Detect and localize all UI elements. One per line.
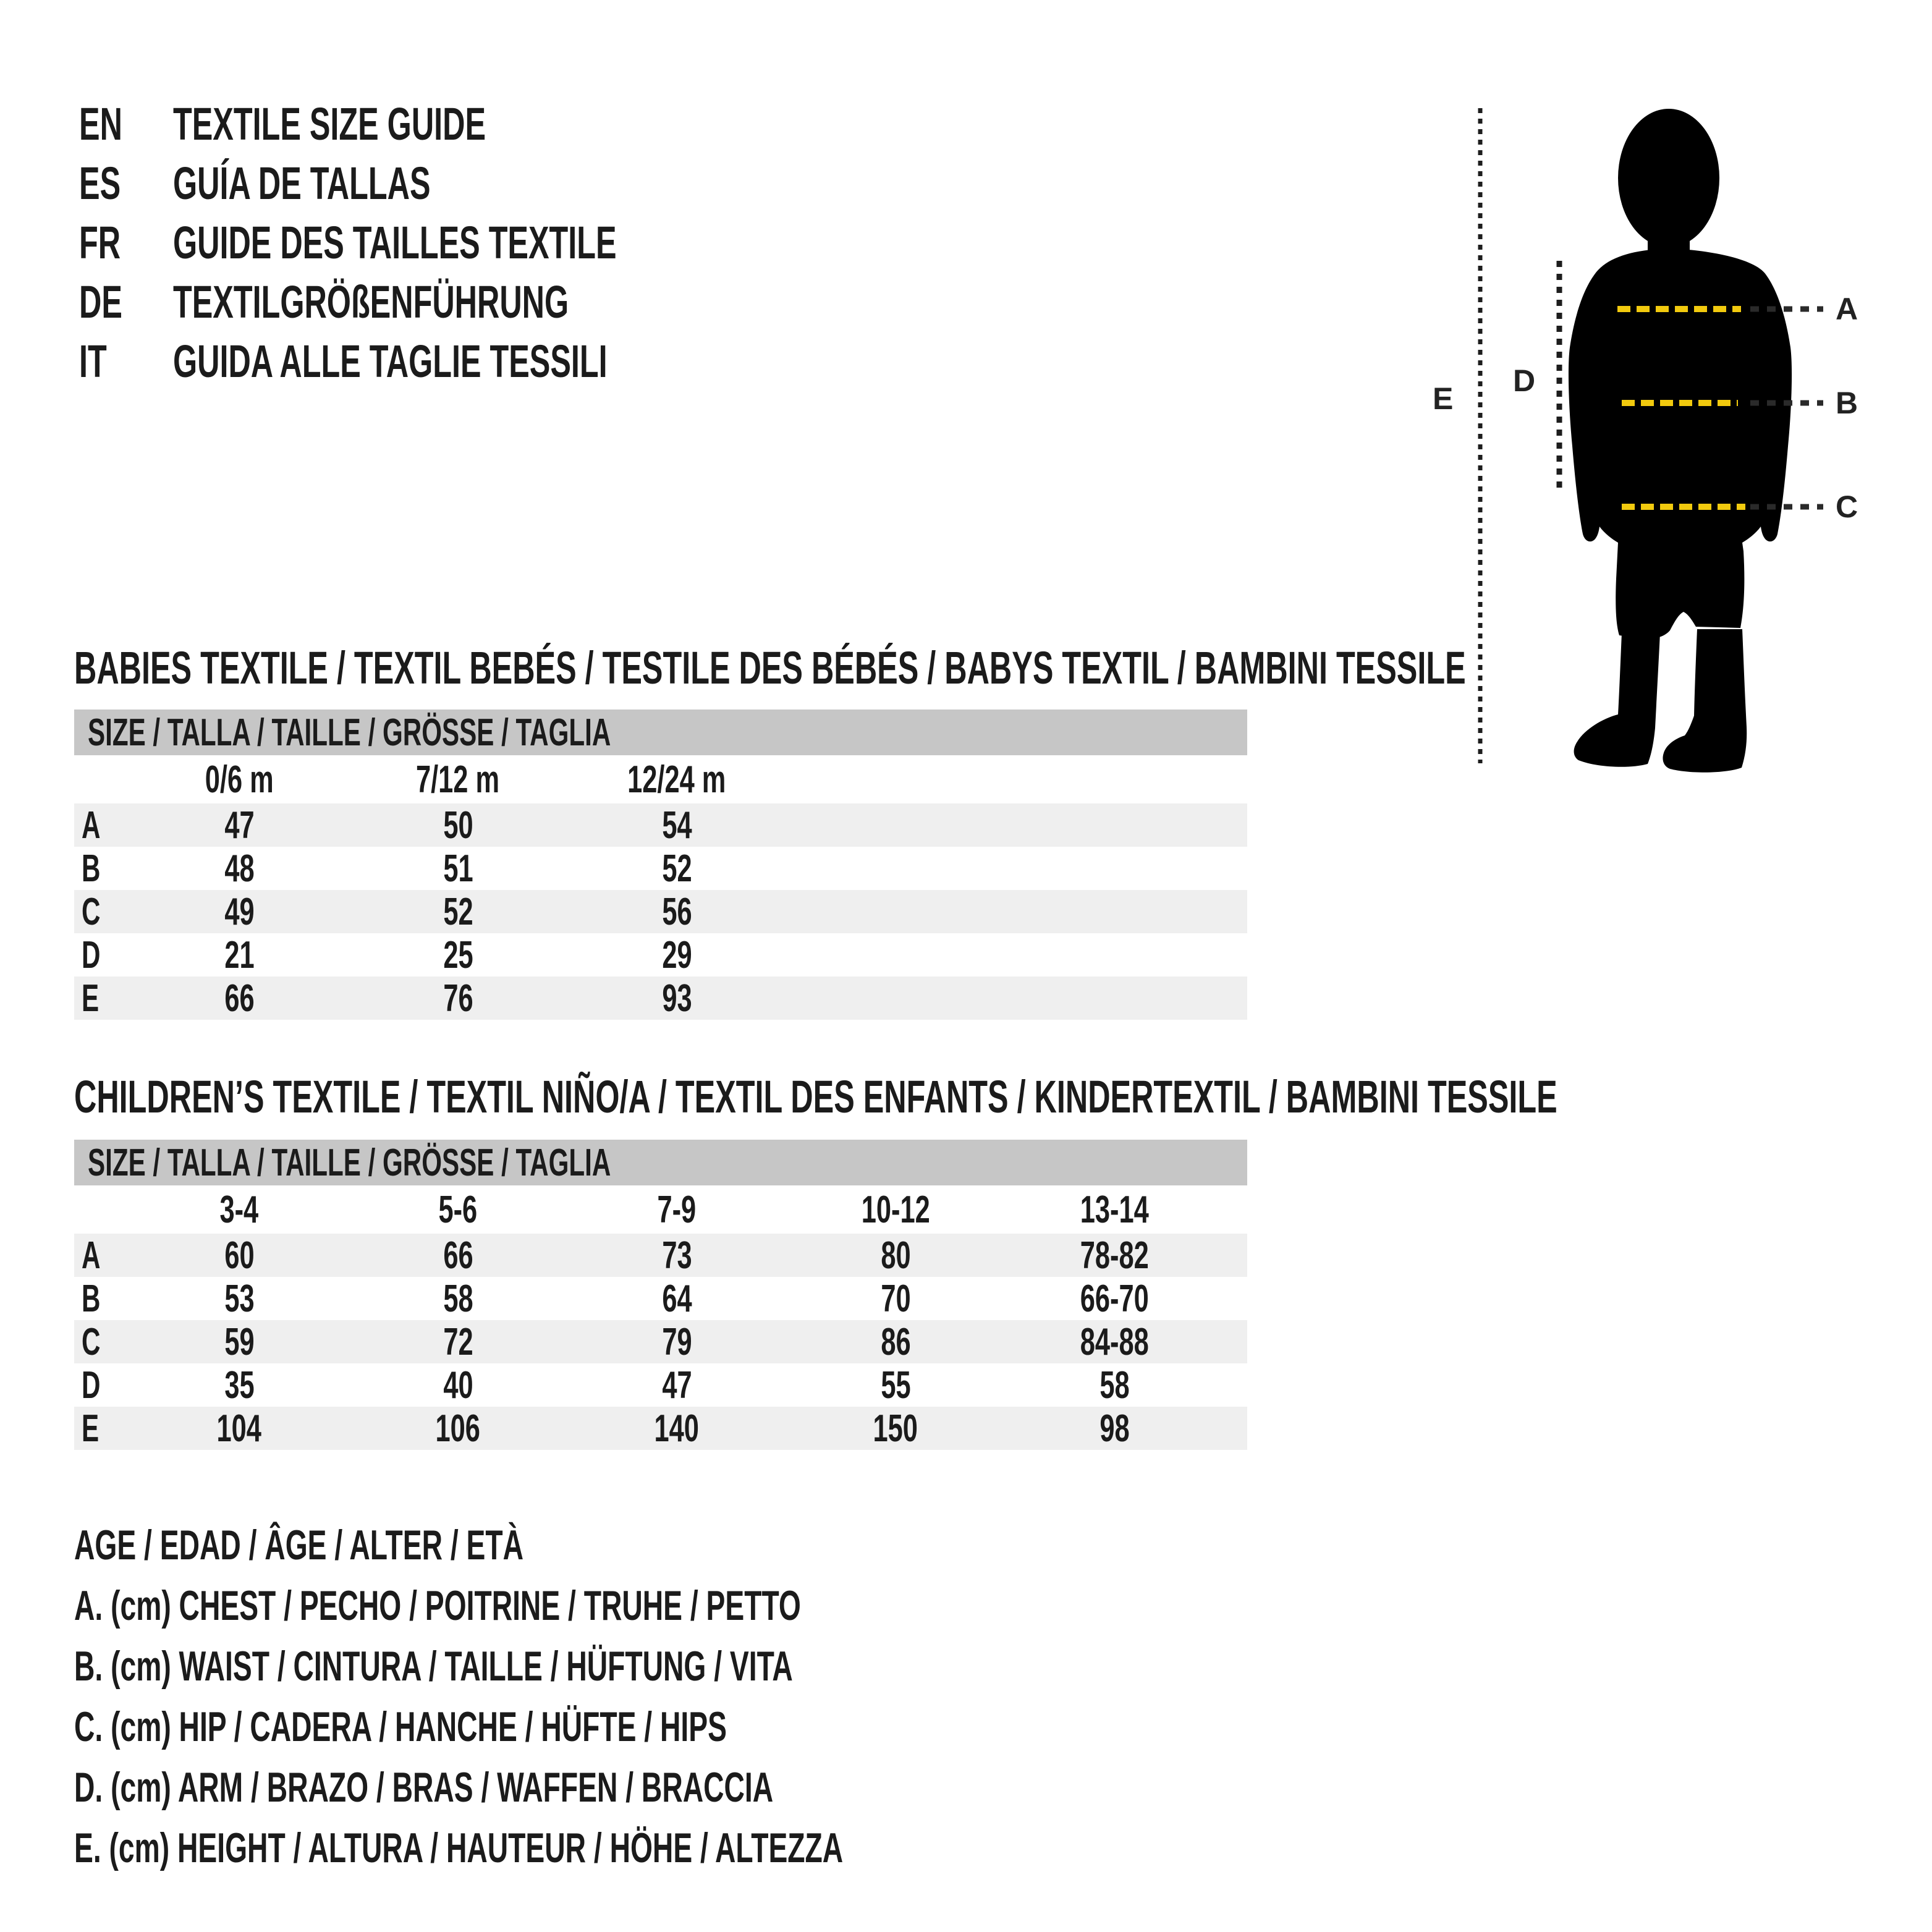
table-row [74, 1363, 1247, 1407]
legend-line: AGE / EDAD / ÂGE / ALTER / ETÀ [74, 1522, 524, 1569]
legend-line: C. (cm) HIP / CADERA / HANCHE / HÜFTE / HIPS [74, 1703, 727, 1750]
row-label: E [82, 1407, 100, 1450]
size-value-cell: 150 [873, 1407, 918, 1450]
children-table-rows [74, 1234, 1247, 1450]
row-label: B [82, 1277, 101, 1320]
language-row [79, 153, 825, 213]
language-code: FR [79, 216, 121, 268]
size-value-cell: 47 [661, 1363, 692, 1407]
language-title: TEXTILGRÖßENFÜHRUNG [173, 276, 569, 328]
size-value-cell: 51 [443, 847, 473, 890]
size-value-cell: 78-82 [1080, 1234, 1149, 1277]
row-label: A [82, 803, 101, 847]
size-value-cell: 47 [224, 803, 255, 847]
children-table-column-headers [74, 1185, 1247, 1234]
language-row [79, 213, 825, 272]
size-value-cell: 106 [435, 1407, 481, 1450]
table-row [74, 933, 1247, 977]
size-value-cell: 29 [661, 933, 692, 977]
size-value-cell: 52 [661, 847, 692, 890]
size-value-cell: 86 [880, 1320, 911, 1363]
language-title: GUIDE DES TAILLES TEXTILE [173, 216, 617, 268]
size-value-cell: 50 [443, 803, 473, 847]
table-row [74, 890, 1247, 933]
column-header: 5-6 [438, 1188, 478, 1231]
size-value-cell: 93 [661, 977, 692, 1020]
size-value-cell: 58 [443, 1277, 473, 1320]
silhouette-head [1618, 109, 1719, 247]
language-code: ES [79, 157, 121, 209]
column-header: 13-14 [1080, 1188, 1149, 1231]
measurement-figure [1421, 62, 1932, 834]
column-header: 3-4 [219, 1188, 259, 1231]
size-value-cell: 48 [224, 847, 255, 890]
measurement-legend [74, 1515, 1205, 1878]
size-value-cell: 56 [661, 890, 692, 933]
language-row [79, 331, 825, 391]
table-row [74, 847, 1247, 890]
size-value-cell: 35 [224, 1363, 255, 1407]
measure-label-c: C [1836, 489, 1858, 524]
table-row [74, 1277, 1247, 1320]
language-title: TEXTILE SIZE GUIDE [173, 98, 486, 150]
babies-section-heading: BABIES TEXTILE / TEXTIL BEBÉS / TESTILE DES BÉBÉS / BABYS TEXTIL / BAMBINI TESSILE [74, 642, 1466, 693]
size-value-cell: 140 [654, 1407, 700, 1450]
language-title: GUIDA ALLE TAGLIE TESSILI [173, 335, 608, 387]
table-row [74, 1320, 1247, 1363]
size-value-cell: 70 [880, 1277, 911, 1320]
legend-line: A. (cm) CHEST / PECHO / POITRINE / TRUHE / PETTO [74, 1582, 801, 1629]
size-value-cell: 59 [224, 1320, 255, 1363]
size-value-cell: 52 [443, 890, 473, 933]
size-value-cell: 21 [224, 933, 255, 977]
row-label: C [82, 1320, 101, 1363]
size-header-label: SIZE / TALLA / TAILLE / GRÖSSE / TAGLIA [88, 1141, 611, 1184]
size-value-cell: 73 [661, 1234, 692, 1277]
babies-table-size-header-bar [74, 710, 1247, 755]
measure-label-a: A [1836, 292, 1858, 326]
measure-label-b: B [1836, 386, 1858, 420]
children-table-size-header-bar [74, 1140, 1247, 1185]
column-header: 0/6 m [205, 758, 274, 801]
size-value-cell: 54 [661, 803, 692, 847]
size-value-cell: 98 [1099, 1407, 1130, 1450]
language-row [79, 272, 825, 331]
language-list [79, 94, 825, 391]
legend-line: D. (cm) ARM / BRAZO / BRAS / WAFFEN / BRACCIA [74, 1764, 774, 1811]
table-row [74, 977, 1247, 1020]
measure-label-d: D [1513, 363, 1536, 398]
size-value-cell: 66 [443, 1234, 473, 1277]
table-row [74, 1234, 1247, 1277]
language-title: GUÍA DE TALLAS [173, 157, 431, 209]
row-label: B [82, 847, 101, 890]
size-value-cell: 79 [661, 1320, 692, 1363]
language-row [79, 94, 825, 153]
children-size-table [74, 1140, 1247, 1450]
legend-line: B. (cm) WAIST / CINTURA / TAILLE / HÜFTUNG / VITA [74, 1643, 793, 1690]
measure-label-e: E [1433, 381, 1454, 416]
language-code: IT [79, 335, 107, 387]
babies-table-rows [74, 803, 1247, 1020]
row-label: D [82, 933, 101, 977]
size-value-cell: 76 [443, 977, 473, 1020]
table-row [74, 1407, 1247, 1450]
size-value-cell: 80 [880, 1234, 911, 1277]
size-value-cell: 72 [443, 1320, 473, 1363]
babies-size-table [74, 710, 1247, 1020]
language-code: EN [79, 98, 122, 150]
size-value-cell: 40 [443, 1363, 473, 1407]
legend-line: E. (cm) HEIGHT / ALTURA / HAUTEUR / HÖHE / ALTEZZA [74, 1824, 844, 1871]
row-label: E [82, 977, 100, 1020]
column-header: 7/12 m [416, 758, 500, 801]
table-row [74, 803, 1247, 847]
column-header: 12/24 m [627, 758, 726, 801]
size-value-cell: 58 [1099, 1363, 1130, 1407]
size-value-cell: 66-70 [1080, 1277, 1149, 1320]
row-label: D [82, 1363, 101, 1407]
size-value-cell: 64 [661, 1277, 692, 1320]
size-value-cell: 53 [224, 1277, 255, 1320]
language-code: DE [79, 276, 122, 328]
size-value-cell: 60 [224, 1234, 255, 1277]
size-value-cell: 55 [880, 1363, 911, 1407]
size-value-cell: 49 [224, 890, 255, 933]
size-value-cell: 25 [443, 933, 473, 977]
size-value-cell: 104 [216, 1407, 262, 1450]
babies-table-column-headers [74, 755, 1247, 803]
children-section-heading: CHILDREN’S TEXTILE / TEXTIL NIÑO/A / TEXTIL DES ENFANTS / KINDERTEXTIL / BAMBINI TESSILE [74, 1071, 1557, 1122]
size-header-label: SIZE / TALLA / TAILLE / GRÖSSE / TAGLIA [88, 711, 611, 754]
size-value-cell: 84-88 [1080, 1320, 1149, 1363]
column-header: 10-12 [861, 1188, 930, 1231]
row-label: A [82, 1234, 101, 1277]
size-value-cell: 66 [224, 977, 255, 1020]
row-label: C [82, 890, 101, 933]
column-header: 7-9 [657, 1188, 697, 1231]
